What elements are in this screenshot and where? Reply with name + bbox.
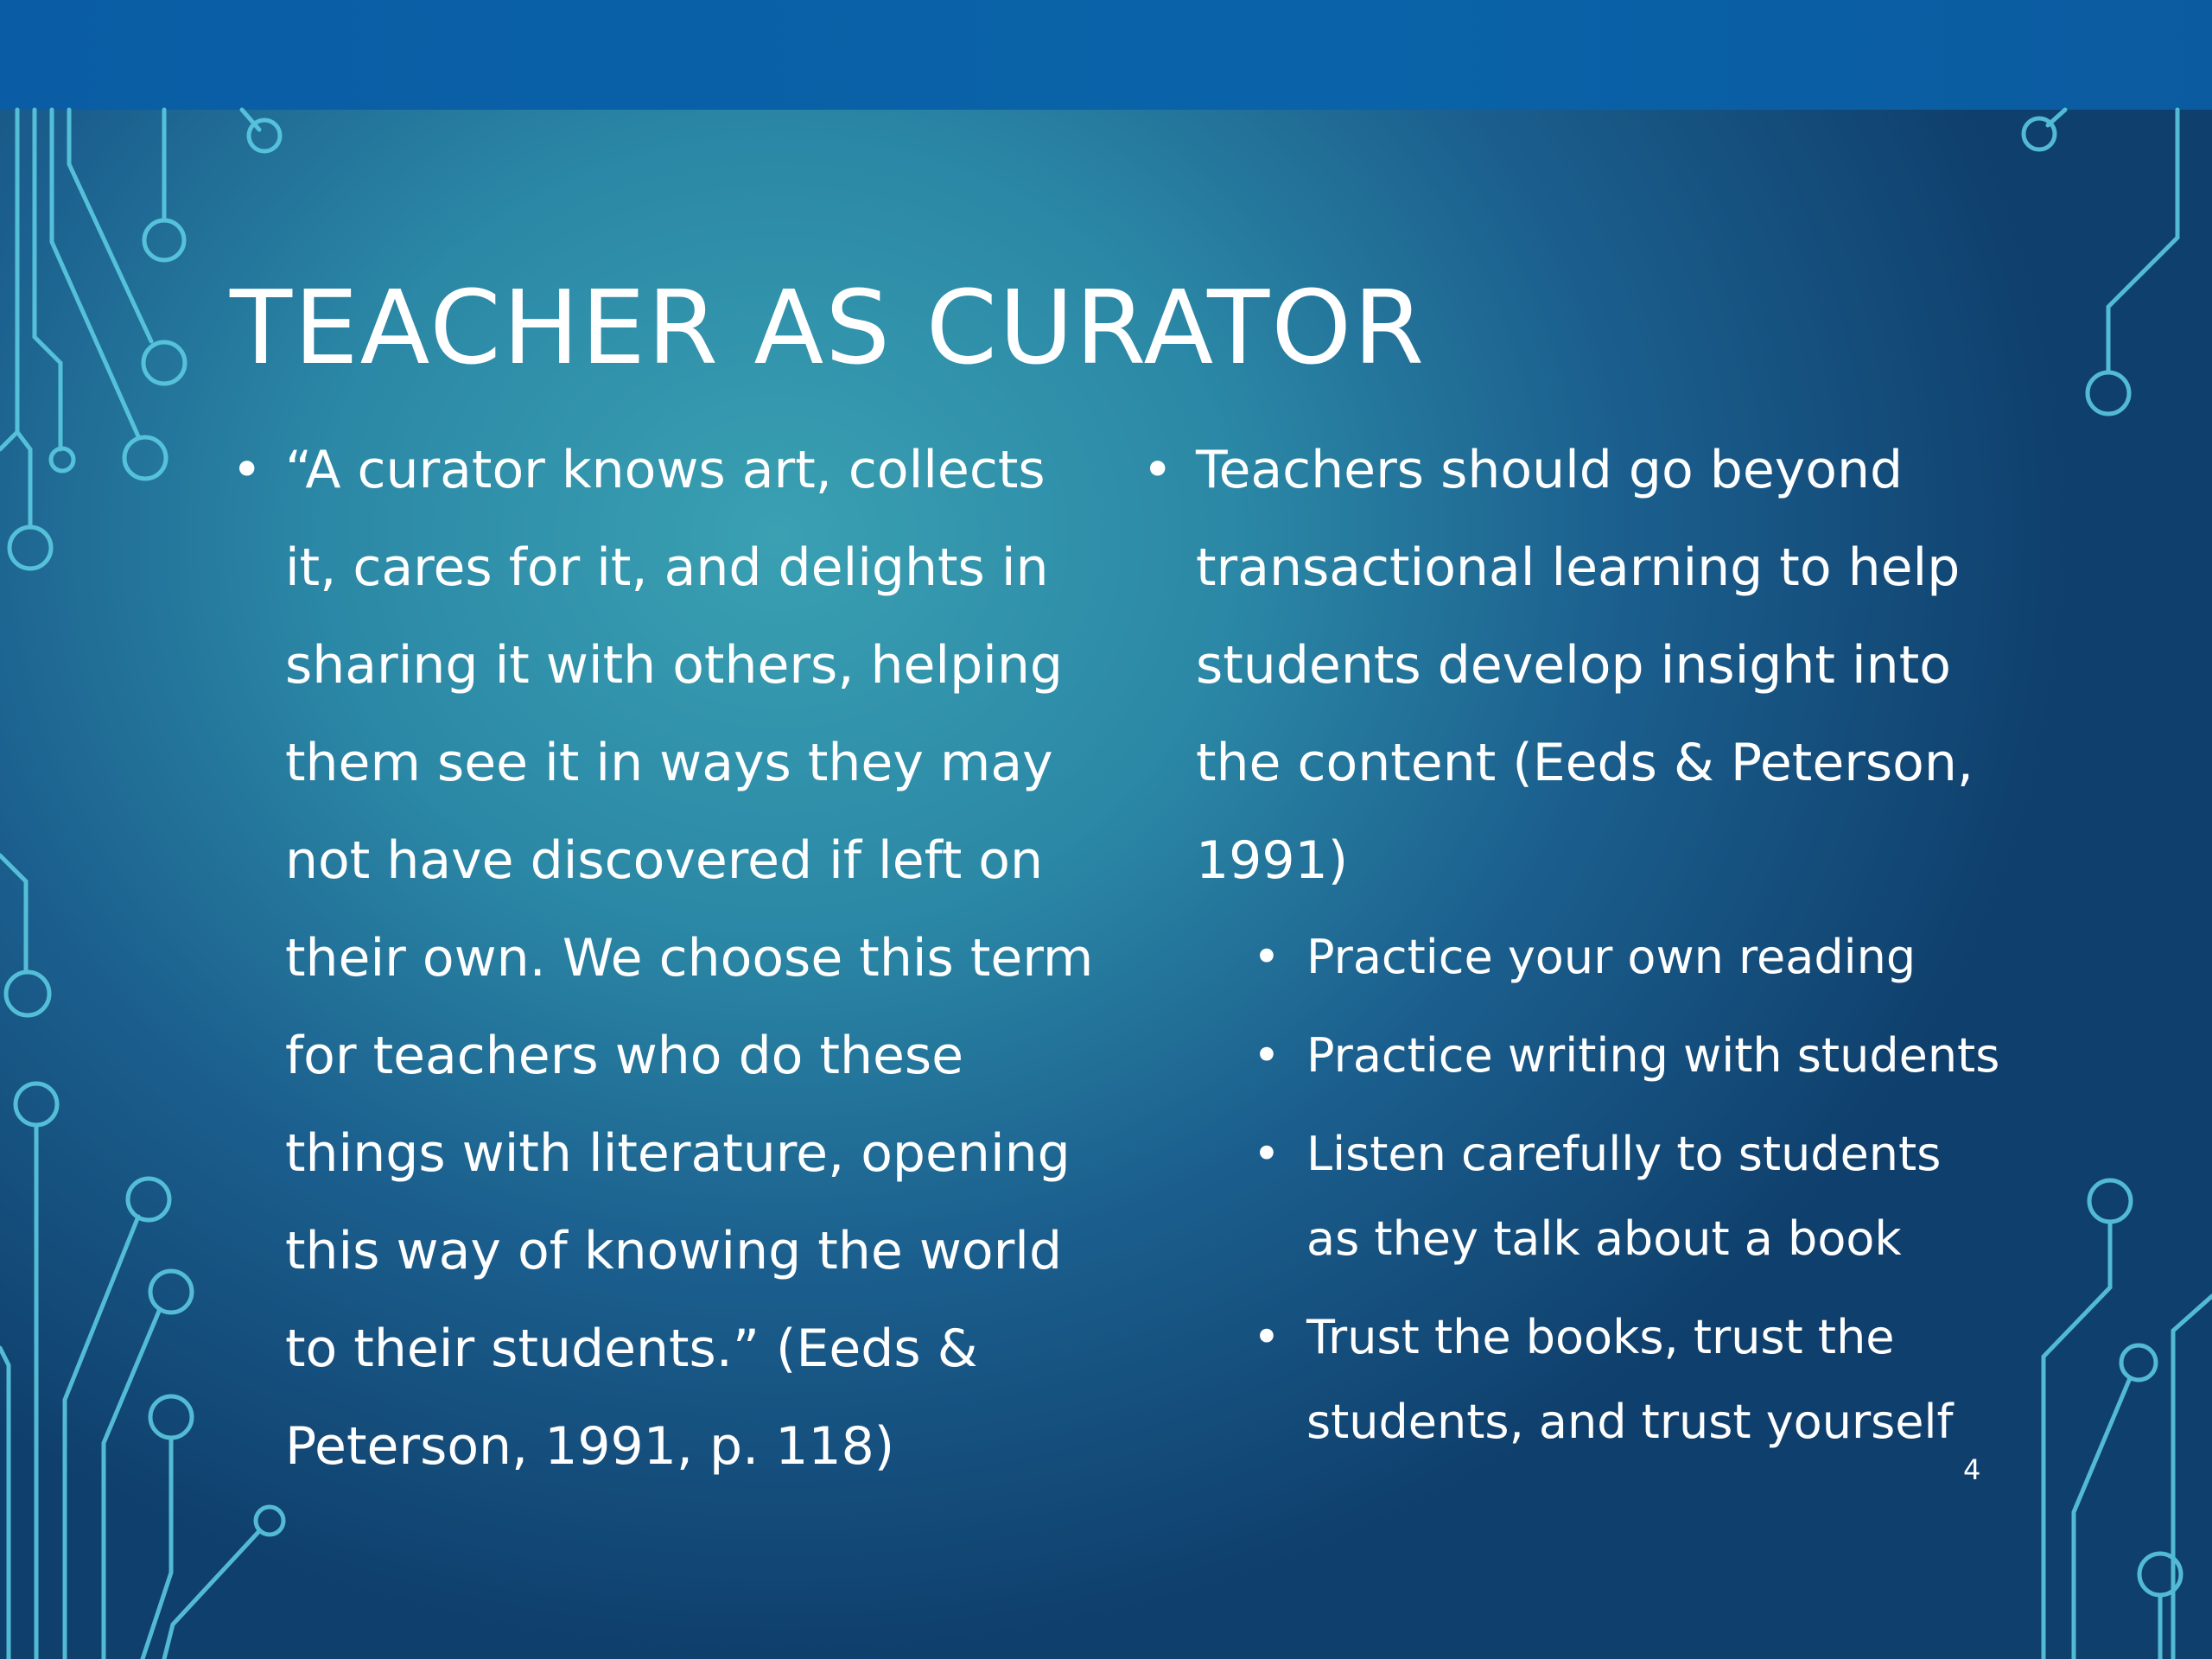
- slide-number: 4: [1963, 1453, 1981, 1486]
- sub-bullet-item: • Listen carefully to students as they talk about a book: [1253, 1112, 2006, 1281]
- sub-bullet-item: • Practice your own reading: [1253, 915, 2006, 1000]
- sub-bullet-list: [1142, 915, 2006, 1465]
- right-bullet-main: • Teachers should go beyond transactional learning to help students develop insight into the content (Eeds & Peterson, 1991): [1142, 422, 2006, 910]
- left-bullet-quote: • “A curator knows art, collects it, cares for it, and delights in sharing it with others, helping them see it in ways they may not have discovered if left on their own. We choose this term for teachers who do these things with literature, opening this way of knowing the world to their students.” (Eeds & Peterson, 1991, p. 118): [232, 422, 1096, 1496]
- left-column: [232, 422, 1096, 1496]
- right-column: [1142, 422, 2006, 1465]
- sub-bullet-item: • Practice writing with students: [1253, 1014, 2006, 1098]
- slide-title: TEACHER AS CURATOR: [230, 268, 1427, 387]
- sub-bullet-item: • Trust the books, trust the students, and trust yourself: [1253, 1295, 2006, 1465]
